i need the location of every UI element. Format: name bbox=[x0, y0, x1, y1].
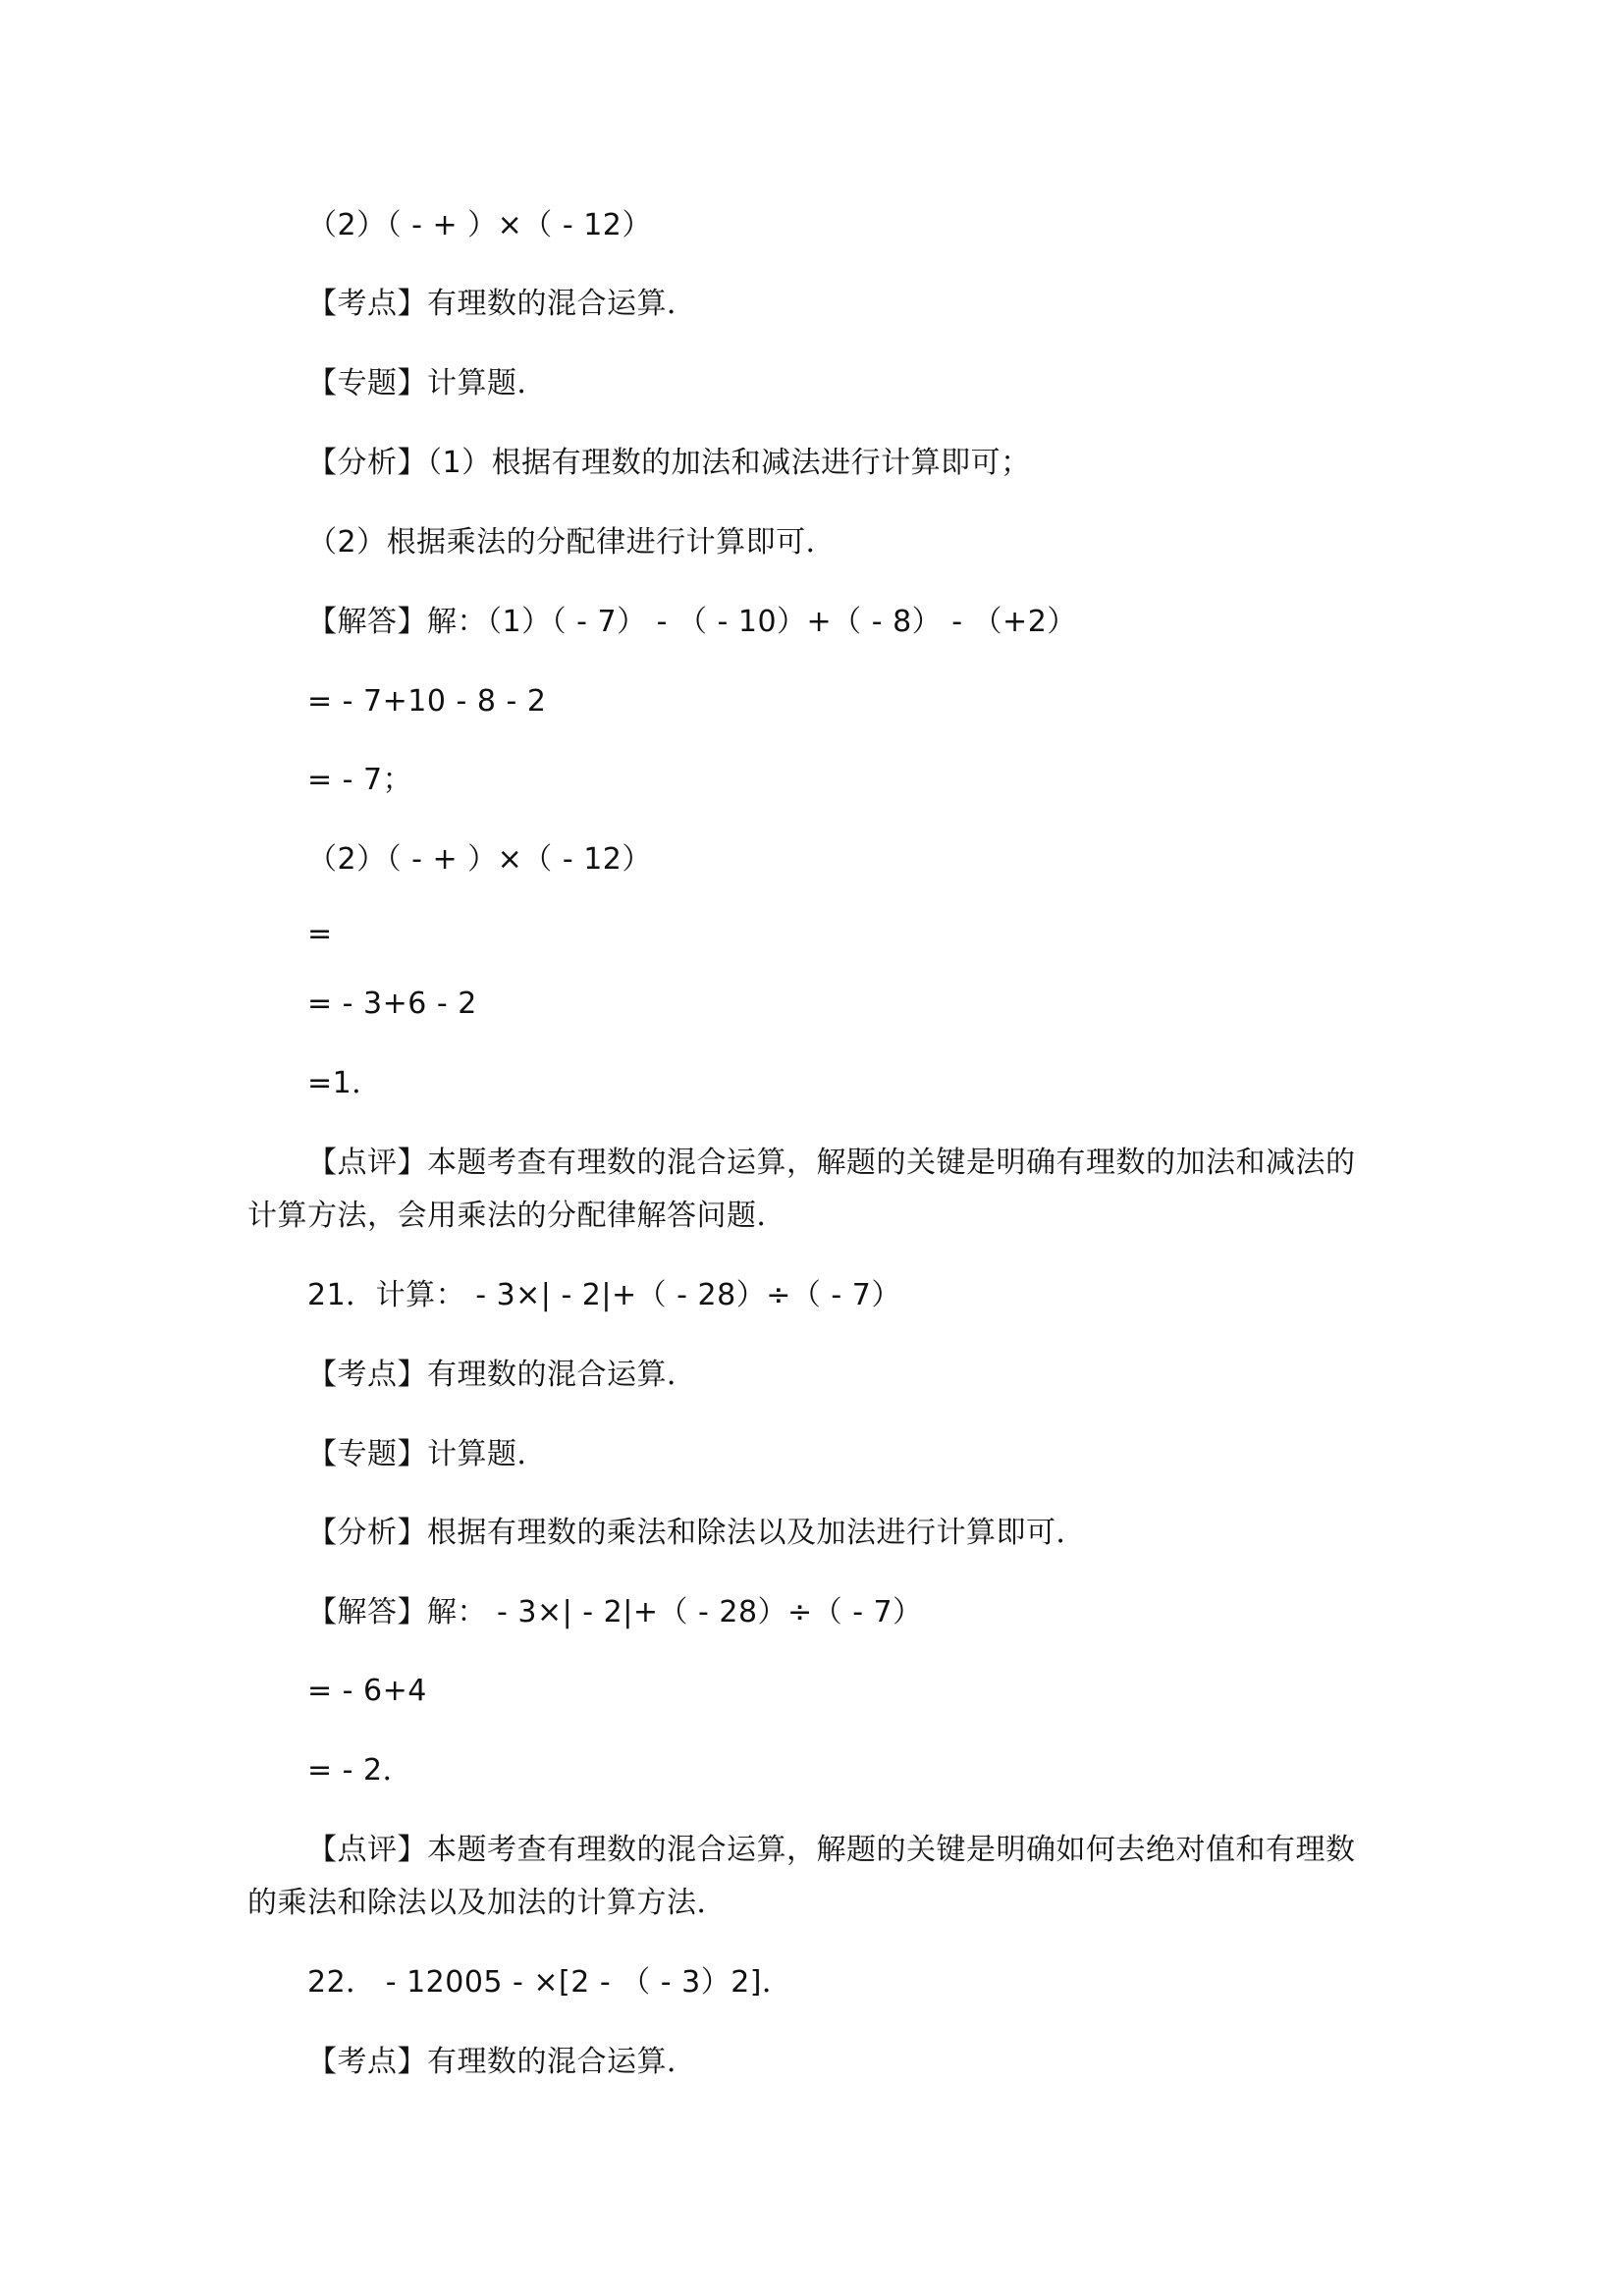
analysis-line: 【分析】根据有理数的乘法和除法以及加法进行计算即可． bbox=[307, 1516, 1086, 1550]
topic-line: 【专题】计算题． bbox=[307, 1437, 547, 1471]
solution-line: 【解答】解： - 3×| - 2|+（ - 28）÷（ - 7） bbox=[307, 1595, 923, 1629]
topic-line: 【专题】计算题． bbox=[307, 366, 547, 400]
problem-21-statement: 21．计算： - 3×| - 2|+（ - 28）÷（ - 7） bbox=[307, 1278, 901, 1312]
solution-step: =1． bbox=[307, 1066, 382, 1100]
problem-2-statement: （2）（ - + ）×（ - 12） bbox=[307, 208, 652, 242]
comment-paragraph: 【点评】本题考查有理数的混合运算，解题的关键是明确如何去绝对值和有理数的乘法和除法以及加法的计算方法． bbox=[247, 1833, 1356, 1920]
key-point-line: 【考点】有理数的混合运算． bbox=[307, 2045, 697, 2079]
solution-part-2-statement: （2）（ - + ）×（ - 12） bbox=[307, 842, 652, 877]
solution-step: = - 6+4 bbox=[307, 1674, 427, 1708]
problem-22-statement: 22． - 12005 - ×[2 - （ - 3）2]． bbox=[307, 1965, 792, 2000]
analysis-line: 【分析】（1）根据有理数的加法和减法进行计算即可； bbox=[307, 446, 1031, 480]
solution-step: = - 2． bbox=[307, 1753, 413, 1788]
key-point-line: 【考点】有理数的混合运算． bbox=[307, 287, 697, 321]
comment-paragraph: 【点评】本题考查有理数的混合运算，解题的关键是明确有理数的加法和减法的计算方法，会用乘法的分配律解答问题． bbox=[247, 1146, 1356, 1233]
solution-step: = bbox=[307, 917, 333, 951]
solution-line: 【解答】解：（1）（ - 7） - （ - 10）+（ - 8） - （+2） bbox=[307, 605, 1077, 639]
solution-step: = - 7； bbox=[307, 763, 413, 797]
solution-step: = - 7+10 - 8 - 2 bbox=[307, 684, 547, 719]
solution-step: = - 3+6 - 2 bbox=[307, 987, 477, 1021]
analysis-part-2-line: （2）根据乘法的分配律进行计算即可． bbox=[307, 525, 837, 560]
key-point-line: 【考点】有理数的混合运算． bbox=[307, 1358, 697, 1392]
